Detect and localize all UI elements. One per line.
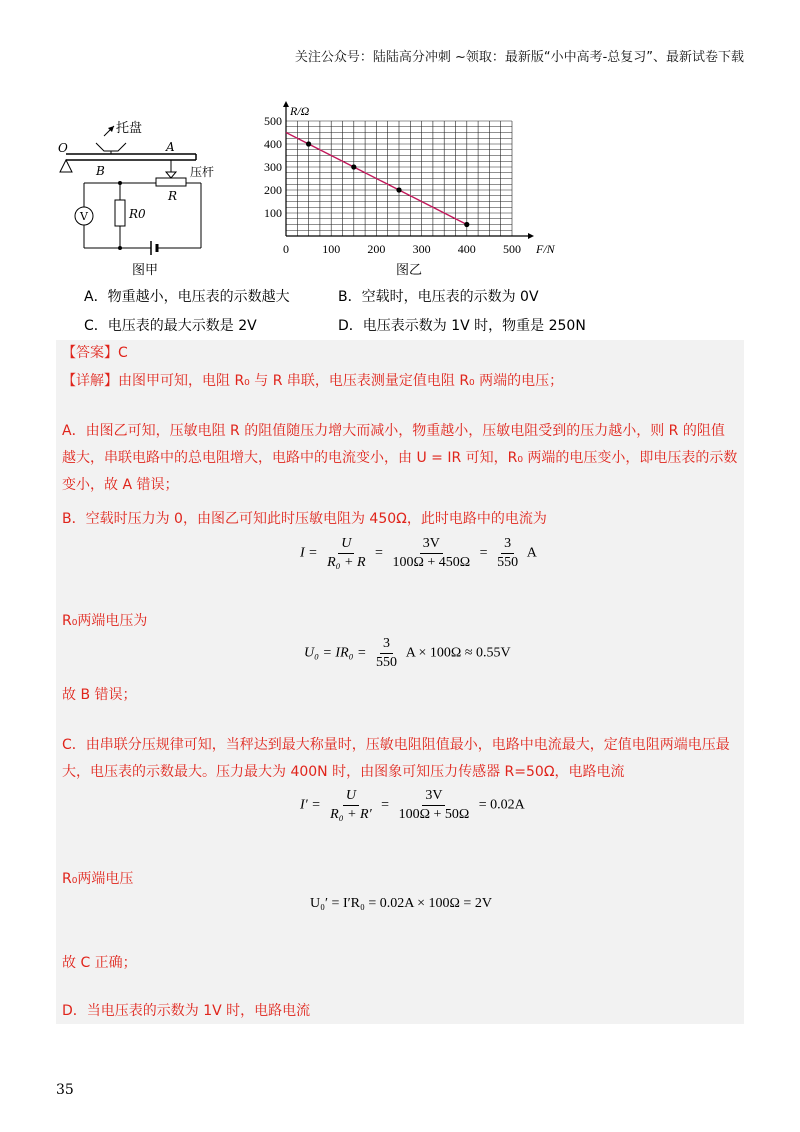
resistance-force-chart bbox=[250, 88, 580, 263]
r0-voltage-b-label: R₀两端电压为 bbox=[62, 613, 148, 629]
x-tick-label: 100 bbox=[322, 242, 341, 256]
x-tick-label: 0 bbox=[283, 242, 289, 256]
data-point bbox=[464, 222, 469, 227]
x-tick-label: 500 bbox=[503, 242, 521, 256]
data-point bbox=[396, 187, 401, 192]
conclusion-c: 故 C 正确； bbox=[62, 955, 137, 971]
r0-voltage-c-label: R₀两端电压 bbox=[62, 871, 134, 887]
y-tick-label: 400 bbox=[264, 137, 282, 151]
answer-explanation bbox=[56, 340, 744, 1024]
figures bbox=[56, 88, 576, 278]
page-number: 35 bbox=[56, 1082, 74, 1098]
x-axis-label: F/N bbox=[536, 242, 555, 256]
label-R: R bbox=[168, 189, 178, 203]
label-R0: R0 bbox=[129, 207, 146, 221]
label-V: V bbox=[80, 210, 88, 223]
option-d: D．电压表示数为 1V 时，物重是 250N bbox=[338, 318, 586, 334]
formula-current-b: I = $\frac{U}{\text{R₀ + R}}$ = $\frac{3V}{100\Omega + 450\Omega}$ = $\frac{3}{550}$ A bbox=[300, 536, 537, 570]
label-O: O bbox=[58, 141, 68, 155]
option-b: B．空载时，电压表的示数为 0V bbox=[338, 289, 539, 305]
caption-figure-b: 图乙 bbox=[396, 263, 423, 278]
y-tick-label: 300 bbox=[264, 160, 282, 174]
y-axis-label: R/Ω bbox=[290, 104, 310, 118]
x-axis-arrow bbox=[528, 233, 534, 239]
x-tick-label: 200 bbox=[367, 242, 386, 256]
part-c-text: C．由串联分压规律可知，当秤达到最大称量时，压敏电阻阻值最小，电路中电流最大，定值电阻两端电压最大，电压表的示数最大。压力最大为 400N 时，由图象可知压力传感器 R=50Ω，电路电流 bbox=[62, 737, 730, 780]
label-A: A bbox=[166, 140, 175, 154]
conclusion-b: 故 B 错误； bbox=[62, 687, 137, 703]
formula-current-c: I′ = $\frac{U}{\text{R₀ + R′}}$ = $\frac{3V}{100\Omega + 50\Omega}$ = 0.02A bbox=[300, 788, 525, 822]
formula-voltage-c: U₀′ = I′R₀ = 0.02A × 100Ω = 2V bbox=[310, 896, 492, 911]
y-tick-label: 100 bbox=[264, 206, 282, 220]
data-point bbox=[351, 164, 356, 169]
y-tick-label: 500 bbox=[264, 114, 282, 128]
data-point bbox=[306, 141, 311, 146]
label-tray: 托盘 bbox=[116, 121, 143, 136]
y-axis-arrow bbox=[283, 101, 289, 107]
circuit-diagram bbox=[56, 88, 236, 263]
y-tick-label: 200 bbox=[264, 183, 282, 197]
option-c: C．电压表的最大示数是 2V bbox=[84, 318, 257, 334]
x-tick-label: 400 bbox=[457, 242, 476, 256]
part-b-text: B．空载时压力为 0，由图乙可知此时压敏电阻为 450Ω，此时电路中的电流为 bbox=[62, 511, 547, 527]
answer-label: 【答案】C bbox=[62, 345, 128, 361]
detail-intro: 【详解】由图甲可知，电阻 R₀ 与 R 串联，电压表测量定值电阻 R₀ 两端的电压； bbox=[62, 373, 564, 389]
x-tick-label: 300 bbox=[412, 242, 431, 256]
label-B: B bbox=[96, 164, 105, 178]
part-d-text: D．当电压表的示数为 1V 时，电路电流 bbox=[62, 1003, 311, 1019]
option-a: A．物重越小，电压表的示数越大 bbox=[84, 289, 290, 305]
label-rod: 压杆 bbox=[190, 165, 215, 179]
page-header: 关注公众号：陆陆高分冲刺 ~领取：最新版“小中高考-总复习”、最新试卷下载 bbox=[294, 50, 744, 65]
part-a-text: A．由图乙可知，压敏电阻 R 的阻值随压力增大而减小，物重越小，压敏电阻受到的压力越小，则 R 的阻值越大，串联电路中的总电阻增大，电路中的电流变小，由 U = IR 可知，R₀ 两端的电压变小，即电压表的示数变小，故 A 错误； bbox=[62, 423, 738, 493]
formula-voltage-b: U₀ = IR₀ = $\frac{3}{550}$ A × 100Ω ≈ 0.55V bbox=[304, 636, 511, 670]
caption-figure-a: 图甲 bbox=[132, 263, 159, 278]
